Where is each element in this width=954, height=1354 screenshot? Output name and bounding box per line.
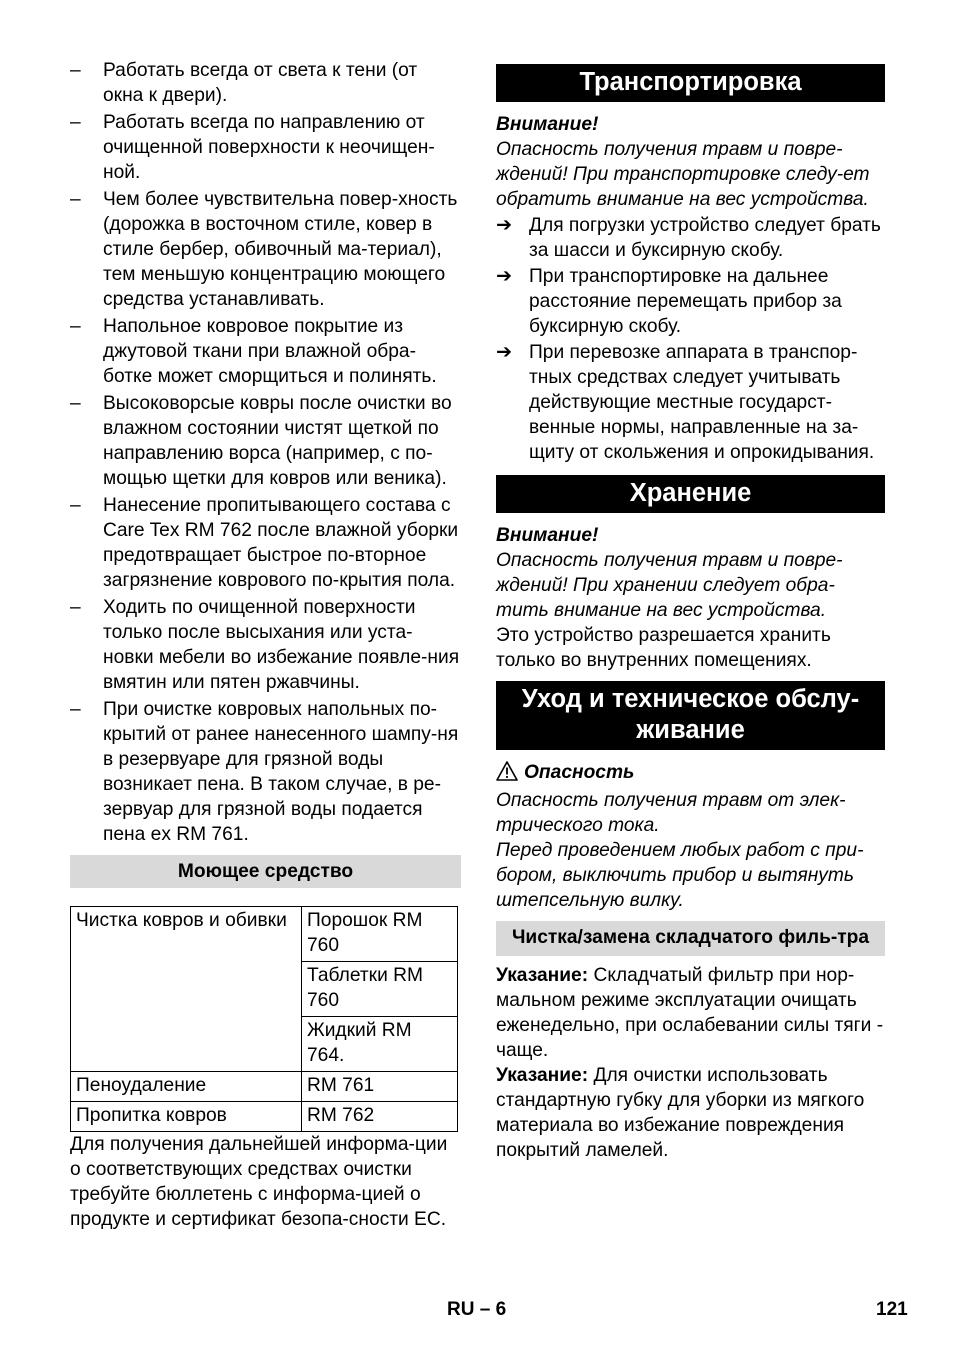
list-item-text: Для погрузки устройство следует брать за шасси и буксирную скобу. (529, 215, 881, 261)
detergent-table (70, 906, 458, 1132)
list-dash: – (70, 393, 81, 414)
list-item (70, 391, 461, 491)
list-item-text: Работать всегда от света к тени (от окна к двери). (103, 60, 418, 106)
list-dash: – (70, 495, 81, 516)
table-cell: RM 761 (302, 1072, 458, 1102)
list-item-text: Ходить по очищенной поверхности только после высыхания или уста-новки мебели во избежание появле-ния вмятин или пятен ржавчины. (103, 597, 460, 693)
list-item-text: При очистке ковровых напольных по-крытий от ранее нанесенного шампу-ня в резервуаре для грязной воды возникает пена. В таком случае, в ре-зервуар для грязной воды подается пена ex RM 761. (103, 699, 459, 845)
table-cell: Чистка ковров и обивки (71, 907, 302, 1072)
table-row (71, 907, 458, 962)
transport-list (496, 213, 885, 465)
left-column (70, 58, 461, 1232)
list-item-text: Работать всегда по направлению от очищенной поверхности к неочищен-ной. (103, 112, 435, 183)
list-item-text: При перевозке аппарата в транспор-тных средствах следует учитывать действующие местные государст-венные нормы, направленные на за-щиту от скольжения и опрокидывания. (529, 342, 875, 463)
maintenance-heading: Уход и техническое обслу-живание (496, 681, 885, 750)
filter-heading: Чистка/замена складчатого филь-тра (496, 921, 885, 956)
list-item (70, 314, 461, 389)
storage-heading: Хранение (496, 475, 885, 513)
storage-warning-label: Внимание! (496, 525, 599, 546)
list-dash: – (70, 316, 81, 337)
note-2 (496, 1063, 885, 1163)
table-row (71, 1102, 458, 1132)
instruction-list (70, 58, 461, 847)
table-cell: Пеноудаление (71, 1072, 302, 1102)
list-item (496, 213, 885, 263)
transport-warning-text: Опасность получения травм и повре-ждений! При транспортировке следу-ет обратить внимание на вес устройства. (496, 139, 870, 210)
list-item-text: Нанесение пропитывающего состава с Care Tex RM 762 после влажной уборки предотвращает быстрое по-вторное загрязнение коврового по-крытия пола. (103, 495, 459, 591)
storage-warning-text: Опасность получения травм и повре-ждений! При хранении следует обра-тить внимание на вес устройства. (496, 550, 843, 621)
list-item (496, 340, 885, 465)
table-row (71, 1072, 458, 1102)
list-dash: – (70, 60, 81, 81)
transport-warning-label: Внимание! (496, 114, 599, 135)
list-dash: – (70, 189, 81, 210)
table-cell: Таблетки RM 760 (302, 962, 458, 1017)
list-item (70, 493, 461, 593)
arrow-right-icon: ➔ (496, 266, 513, 287)
danger-text-2: Перед проведением любых работ с при-бором, выключить прибор и вытянуть штепсельную вилку. (496, 840, 864, 911)
table-cell: RM 762 (302, 1102, 458, 1132)
note-1-text: Складчатый фильтр при нор-мальном режиме эксплуатации очищать еженедельно, при ослабевании силы тяги - чаще. (496, 965, 884, 1061)
table-cell: Порошок RM 760 (302, 907, 458, 962)
table-cell: Жидкий RM 764. (302, 1017, 458, 1072)
list-item-text: Чем более чувствительна повер-хность (дорожка в восточном стиле, ковер в стиле бербер, обивочный ма-териал), тем меньшую концентрацию моющего средства устанавливать. (103, 189, 458, 310)
list-item (70, 595, 461, 695)
list-item (70, 110, 461, 185)
list-item-text: Высоковорсые ковры после очистки во влажном состоянии чистят щеткой по направлению ворса (например, с по-мощью щетки для ковров или веника). (103, 393, 452, 489)
arrow-right-icon: ➔ (496, 342, 513, 363)
list-dash: – (70, 699, 81, 720)
footer-page-number: 121 (876, 1299, 908, 1320)
danger-label-row (496, 760, 885, 788)
storage-text: Это устройство разрешается хранить только во внутренних помещениях. (496, 625, 831, 671)
closing-text: Для получения дальнейшей информа-ции о соответствующих средствах очистки требуйте бюллетень с информа-цией о продукте и сертификат безопа-сности ЕС. (70, 1134, 448, 1230)
note-2-text: Для очистки использовать стандартную губку для уборки из мягкого материала во избежание повреждения покрытий ламелей. (496, 1065, 865, 1161)
danger-label: Опасность (524, 762, 635, 783)
list-item-text: При транспортировке на дальнее расстояние перемещать прибор за буксирную скобу. (529, 266, 842, 337)
footer-language-page: RU – 6 (447, 1299, 507, 1320)
list-item (70, 697, 461, 847)
list-item-text: Напольное ковровое покрытие из джутовой ткани при влажной обра-ботке может сморщиться и полинять. (103, 316, 437, 387)
list-item (496, 264, 885, 339)
detergent-heading: Моющее средство (70, 855, 461, 888)
list-dash: – (70, 597, 81, 618)
note-2-label: Указание: (496, 1065, 589, 1086)
right-column (496, 64, 885, 1163)
arrow-right-icon: ➔ (496, 215, 513, 236)
table-cell: Пропитка ковров (71, 1102, 302, 1132)
list-item (70, 187, 461, 312)
list-item (70, 58, 461, 108)
note-1-label: Указание: (496, 965, 589, 986)
transport-heading: Транспортировка (496, 64, 885, 102)
warning-triangle-icon (496, 761, 518, 788)
note-1 (496, 963, 885, 1063)
list-dash: – (70, 112, 81, 133)
danger-text-1: Опасность получения травм от элек-трического тока. (496, 790, 846, 836)
